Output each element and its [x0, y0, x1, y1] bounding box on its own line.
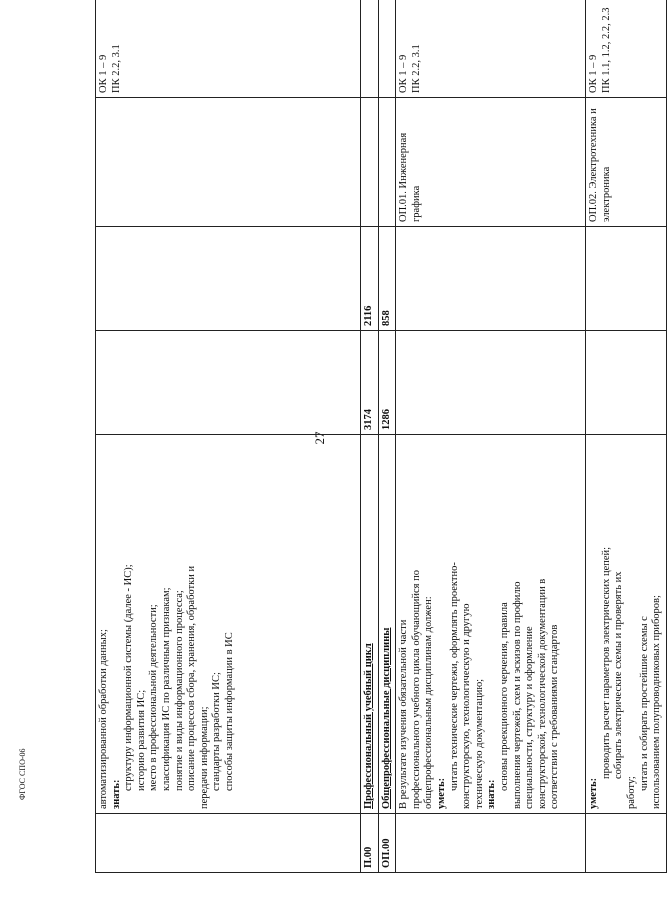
competencies: ОК 1 – 9 ПК 2.2, 3.1: [96, 0, 361, 98]
required-hours: 858: [378, 227, 396, 331]
text-line: описание процессов сбора, хранения, обработки и: [186, 565, 198, 791]
text-line: общепрофессиональным дисциплинам должен:: [423, 596, 435, 809]
table-row: [396, 0, 586, 873]
text-line: уметь:: [588, 777, 600, 809]
row-description: [396, 435, 586, 814]
discipline-name: [361, 98, 379, 227]
competencies: [378, 0, 396, 98]
text-line: читать технические чертежи, оформлять проектно-: [448, 562, 460, 791]
text-line: передачи информации;: [198, 706, 210, 809]
text-line: историю развития ИС;: [135, 689, 147, 791]
competencies: ОК 1 – 9 ПК 2.2, 3.1: [396, 0, 586, 98]
required-hours: [96, 227, 361, 331]
rotated-table-wrapper: [95, 7, 663, 873]
text-line: работу;: [625, 776, 637, 809]
table-row: [378, 0, 396, 873]
text-line: знать:: [110, 779, 122, 809]
max-hours: [586, 331, 667, 435]
text-line: конструкторской, технологической документации в: [536, 578, 548, 809]
table-row: [586, 0, 667, 873]
page-number: 27: [312, 431, 327, 445]
required-hours: [586, 227, 667, 331]
required-hours: 2116: [361, 227, 379, 331]
discipline-name: [96, 98, 361, 227]
text-line: классификация ИС по различным признакам;: [160, 587, 172, 791]
text-line: знать:: [486, 779, 498, 809]
competencies: ОК 1 – 9 ПК 1.1, 1.2, 2.2, 2.3: [586, 0, 667, 98]
text-line: место в профессиональной деятельности;: [148, 604, 160, 791]
row-code: [96, 814, 361, 873]
table-row: [96, 0, 361, 873]
description-lines: [588, 439, 664, 809]
text-line: автоматизированной обработки данных;: [98, 629, 109, 809]
text-line: выполнения чертежей, схем и эскизов по профилю: [511, 581, 523, 809]
max-hours: [396, 331, 586, 435]
row-description: [586, 435, 667, 814]
row-code: [396, 814, 586, 873]
row-code: П.00: [361, 814, 379, 873]
text-line: В результате изучения обязательной части: [398, 619, 410, 809]
text-line: техническую документацию;: [473, 678, 485, 809]
text-line: структуру информационной системы (далее - ИС);: [123, 564, 135, 791]
text-line: профессионального учебного цикла обучающийся по: [410, 570, 422, 809]
text-line: читать и собирать простейшие схемы с: [638, 616, 650, 791]
text-line: собирать электрические схемы и проверять их: [613, 571, 625, 779]
discipline-name: [378, 98, 396, 227]
text-line: использованием полупроводниковых приборов;: [651, 595, 663, 809]
section-title: Общепрофессиональные дисциплины: [378, 435, 396, 814]
text-line: проводить расчет параметров электрических цепей;: [600, 546, 612, 779]
text-line: специальности, структуру и оформление: [524, 626, 536, 809]
text-line: основы проекционного черчения, правила: [498, 602, 510, 791]
footer-code: ФГОС СПО-06: [18, 748, 27, 800]
max-hours: 3174: [361, 331, 379, 435]
competencies: [361, 0, 379, 98]
discipline-name: ОП.02. Электротехника и электроника: [586, 98, 667, 227]
text-line: соответствии с требованиями стандартов: [549, 624, 561, 809]
discipline-name: ОП.01. Инженерная графика: [396, 98, 586, 227]
required-hours: [396, 227, 586, 331]
table-row: [361, 0, 379, 873]
description-lines: [98, 439, 237, 809]
row-code: ОП.00: [378, 814, 396, 873]
row-code: [586, 814, 667, 873]
text-line: способы защиты информации в ИС: [223, 632, 235, 791]
max-hours: [96, 331, 361, 435]
text-line: конструкторскую, технологическую и другую: [461, 603, 473, 809]
row-description: [96, 435, 361, 814]
curriculum-table: [95, 0, 667, 873]
text-line: стандарты разработки ИС;: [211, 672, 223, 791]
section-title: Профессиональный учебный цикл: [361, 435, 379, 814]
text-line: понятие и виды информационного процесса;: [173, 590, 185, 791]
text-line: уметь:: [435, 777, 447, 809]
max-hours: 1286: [378, 331, 396, 435]
description-lines: [398, 439, 562, 809]
